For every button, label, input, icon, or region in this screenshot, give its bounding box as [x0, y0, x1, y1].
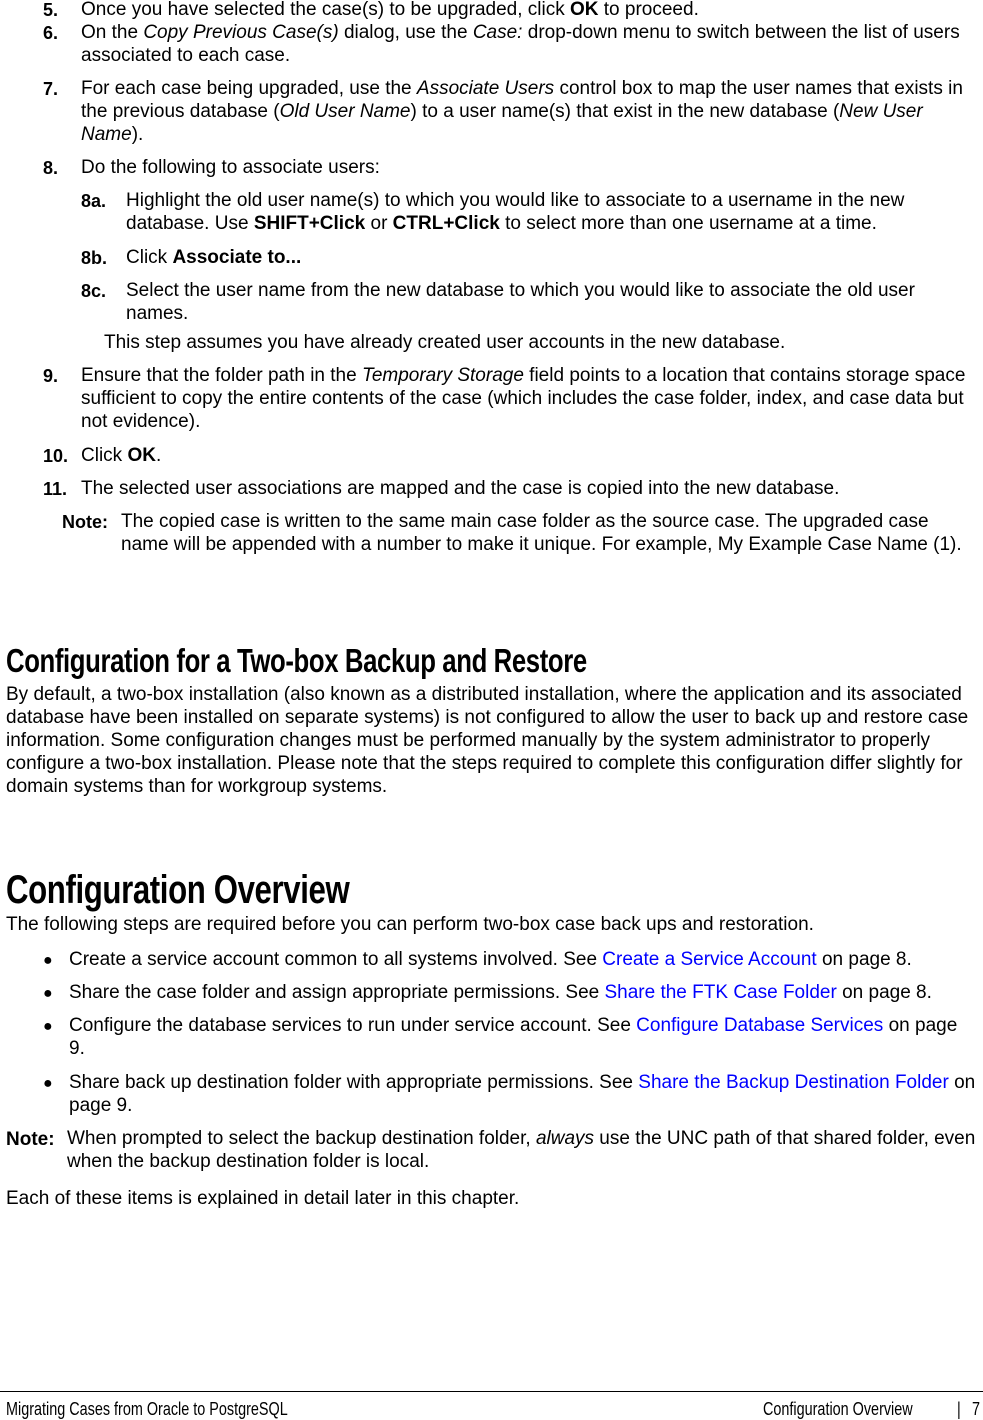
- text-run: Associate to...: [172, 247, 302, 268]
- note-text: [67, 1127, 977, 1173]
- cross-reference-link[interactable]: Share the Backup Destination Folder: [638, 1072, 949, 1093]
- bullet-item: [69, 981, 977, 1004]
- cross-reference-link[interactable]: Create a Service Account: [602, 949, 817, 970]
- text-run: OK: [127, 445, 156, 466]
- text-run: on page 8.: [836, 982, 932, 1003]
- text-run: Once you have selected the case(s) to be upgraded, click: [81, 0, 570, 20]
- note-text: [121, 510, 977, 556]
- text-run: The selected user associations are mapped and the case is copied into the new database.: [81, 478, 840, 499]
- text-run: or: [365, 213, 393, 234]
- text-run: Ensure that the folder path in the: [81, 365, 362, 386]
- closing-paragraph: [6, 1187, 977, 1210]
- section-heading-two-box: Configuration for a Two-box Backup and Restore: [6, 642, 587, 679]
- overview-intro: [6, 913, 977, 936]
- step-text: [81, 21, 977, 67]
- footer-separator: |: [957, 1399, 961, 1419]
- step-text: [81, 77, 977, 146]
- step-text: [104, 331, 977, 354]
- text-run: ) to a user name(s) that exist in the new database (: [410, 101, 840, 122]
- step-text: [81, 364, 977, 433]
- text-run: On the: [81, 22, 144, 43]
- text-run: Do the following to associate users:: [81, 157, 380, 178]
- footer-divider: [0, 1391, 983, 1392]
- step-text: [81, 444, 977, 467]
- note-label: Note:: [62, 512, 108, 532]
- text-run: OK: [570, 0, 599, 20]
- step-number: 8.: [43, 158, 59, 178]
- text-run: SHIFT+Click: [253, 213, 366, 234]
- step-text: [126, 189, 977, 235]
- text-run: Click: [126, 247, 173, 268]
- step-text: [81, 0, 977, 21]
- footer-title: Migrating Cases from Oracle to PostgreSQL: [6, 1399, 288, 1419]
- text-run: By default, a two-box installation (also known as a distributed installation, where the application and its associated database have been installed on separate systems) is not configured to allow the user to back up and restore case information. Some configuration changes must be performed manually by the system administrator to properly configure a two-box installation. Please note that the steps required to complete this configuration differ slightly for domain systems than for workgroup systems.: [6, 684, 969, 797]
- text-run: Temporary Storage: [361, 365, 524, 386]
- cross-reference-link[interactable]: Share the FTK Case Folder: [604, 982, 837, 1003]
- text-run: field points to a location that contains storage space sufficient to copy the entire contents of the case (which includes the case folder, index, and case data but not evidence).: [81, 365, 966, 432]
- text-run: Share back up destination folder with appropriate permissions. See: [69, 1072, 639, 1093]
- text-run: Each of these items is explained in detail later in this chapter.: [6, 1188, 520, 1209]
- text-run: to proceed.: [598, 0, 699, 20]
- bullet-item: [69, 948, 977, 971]
- step-number: 11.: [43, 479, 68, 499]
- step-text: [126, 279, 977, 325]
- step-number: 8b.: [81, 248, 108, 268]
- note-label: Note:: [6, 1129, 55, 1150]
- text-run: Select the user name from the new database to which you would like to associate the old user names.: [126, 280, 915, 324]
- step-number: 9.: [43, 366, 59, 386]
- text-run: dialog, use the: [338, 22, 473, 43]
- text-run: Share the case folder and assign appropriate permissions. See: [69, 982, 605, 1003]
- section-heading-overview: Configuration Overview: [6, 868, 350, 912]
- text-run: Click: [81, 445, 128, 466]
- text-run: on page 9.: [69, 1072, 976, 1116]
- step-text: [81, 477, 977, 500]
- text-run: Configure the database services to run under service account. See: [69, 1015, 637, 1036]
- step-number: 6.: [43, 23, 59, 43]
- step-number: 8c.: [81, 281, 107, 301]
- text-run: For each case being upgraded, use the: [81, 78, 417, 99]
- text-run: ).: [131, 124, 144, 145]
- text-run: The copied case is written to the same main case folder as the source case. The upgraded case name will be appended with a number to make it unique. For example, My Example Case Name (1).: [121, 511, 962, 555]
- step-text: [81, 156, 977, 179]
- text-run: Case:: [472, 22, 523, 43]
- text-run: Associate Users: [416, 78, 555, 99]
- text-run: to select more than one username at a time.: [499, 213, 877, 234]
- step-number: 10.: [43, 446, 69, 466]
- bullet-icon: ●: [43, 1075, 53, 1092]
- text-run: CTRL+Click: [392, 213, 500, 234]
- step-number: 8a.: [81, 191, 107, 211]
- text-run: The following steps are required before you can perform two-box case back ups and restoration.: [6, 914, 814, 935]
- text-run: on page 8.: [816, 949, 912, 970]
- step-number: 5.: [43, 0, 59, 20]
- text-run: Old User Name: [279, 101, 411, 122]
- step-text: [126, 246, 977, 269]
- bullet-icon: ●: [43, 952, 53, 969]
- text-run: New User Name: [81, 101, 923, 145]
- page-number: 7: [972, 1399, 981, 1419]
- cross-reference-link[interactable]: Configure Database Services: [636, 1015, 884, 1036]
- bullet-icon: ●: [43, 985, 53, 1002]
- text-run: This step assumes you have already created user accounts in the new database.: [104, 332, 786, 353]
- text-run: Highlight the old user name(s) to which you would like to associate to a username in the new database. Use: [126, 190, 905, 234]
- text-run: Copy Previous Case(s): [143, 22, 339, 43]
- text-run: Create a service account common to all systems involved. See: [69, 949, 603, 970]
- step-number: 7.: [43, 79, 59, 99]
- text-run: When prompted to select the backup destination folder,: [67, 1128, 536, 1149]
- two-box-paragraph: [6, 683, 977, 798]
- bullet-item: [69, 1071, 977, 1117]
- footer-section: Configuration Overview: [763, 1399, 913, 1419]
- text-run: control box to map the user names that exists in the previous database (: [81, 78, 963, 122]
- text-run: on page 9.: [69, 1015, 958, 1059]
- text-run: always: [535, 1128, 595, 1149]
- bullet-item: [69, 1014, 977, 1060]
- text-run: drop-down menu to switch between the list of users associated to each case.: [81, 22, 960, 66]
- text-run: use the UNC path of that shared folder, even when the backup destination folder is local.: [67, 1128, 976, 1172]
- text-run: .: [155, 445, 162, 466]
- bullet-icon: ●: [43, 1018, 53, 1035]
